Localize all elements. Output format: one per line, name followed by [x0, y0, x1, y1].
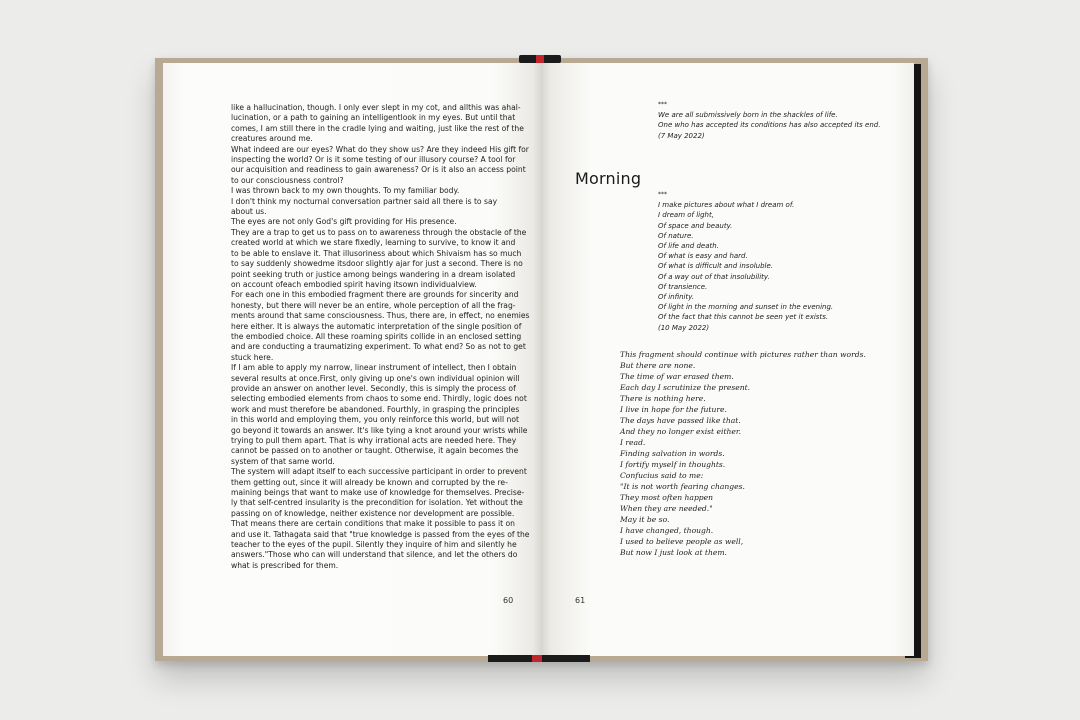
verse-line: We are all submissively born in the shackles of life. [658, 111, 838, 120]
verse-line: One who has accepted its conditions has also accepted its end. [658, 121, 881, 130]
text-line: provide an answer on another level. Secondly, this is simply the process of [231, 383, 516, 393]
text-line: go beyond it towards an answer. It's like tying a knot around your wrists while [231, 425, 528, 435]
text-line: teacher to the eyes of the pupil. Silently they inquire of him and silently he [231, 540, 517, 550]
text-line: created world at which we stare fixedly, learning to survive, to know it and [231, 238, 516, 248]
verse-line: Of light in the morning and sunset in the evening. [658, 303, 834, 312]
text-line: about us. [231, 207, 267, 217]
verse-line: Of the fact that this cannot be seen yet it exists. [658, 313, 829, 322]
text-line: to be able to enslave it. That illusoriness about which Shivaism has so much [231, 248, 522, 258]
text-line: I don't think my nocturnal conversation partner said all there is to say [231, 196, 498, 206]
poem-line: But there are none. [620, 361, 696, 370]
text-line: the embodied choice. All these roaming spirits collide in an enclosed setting [231, 331, 522, 341]
text-line: trying to pull them apart. That is why irrational acts are needed here. They [231, 436, 517, 445]
text-line: here either. It is always the automatic interpretation of the single position of [231, 321, 522, 331]
poem-line: The days have passed like that. [620, 416, 741, 425]
text-line: to say suddenly showedme itsdoor slightly ajar for just a second. There is no [231, 259, 523, 269]
text-line: maining beings that want to make use of knowledge for themselves. Precise- [231, 488, 525, 498]
text-line: cannot be passed on to another or taught. Otherwise, it again becomes the [231, 446, 519, 456]
verse-line: (10 May 2022) [658, 323, 710, 332]
verse-line: Of life and death. [658, 242, 719, 251]
text-line: work and must therefore be abandoned. Fourthly, in grasping the principles [231, 404, 520, 414]
poem-line: I fortify myself in thoughts. [620, 460, 726, 469]
morning-verse [658, 190, 833, 333]
text-line: selecting embodied elements from chaos to some end. Thirdly, logic does not [231, 394, 527, 404]
chapter-title: Morning [575, 169, 642, 188]
poem-line: I read. [620, 438, 646, 447]
text-line: The system will adapt itself to each successive participant in order to prevent [231, 467, 527, 477]
poem-line: Finding salvation in words. [620, 449, 725, 458]
text-line: in this world and employing them, you only reinforce this world, but will not [231, 415, 519, 425]
text-line: what is prescribed for them. [231, 560, 339, 570]
poem-line: Confucius said to me: [620, 471, 704, 480]
headband-top [519, 55, 561, 63]
verse-separator: *** [658, 101, 667, 108]
left-page-body [231, 103, 530, 571]
text-line: ments around that same consciousness. Thus, there are, in effect, no enemies [231, 311, 530, 321]
verse-line: Of space and beauty. [658, 221, 733, 230]
text-line: For each one in this embodied fragment there are grounds for sincerity and [231, 290, 519, 300]
verse-line: (7 May 2022) [658, 131, 705, 140]
verse-line: Of transience. [658, 282, 708, 291]
verse-separator: *** [658, 191, 667, 198]
verse-line: I dream of light, [658, 211, 714, 220]
poem-line: When they are needed." [620, 504, 713, 513]
text-line: them getting out, since it will already be known and corrupted by the re- [231, 477, 508, 487]
text-line: several results at once.First, only giving up one's own individual opinion will [231, 373, 520, 383]
poem-line: I have changed, though. [620, 526, 714, 535]
poem-line: They most often happen [620, 493, 714, 502]
text-line: point seeking truth or justice among beings wandering in a dream isolated [231, 269, 516, 279]
text-line: system of that same world. [231, 456, 335, 466]
text-line: on account ofeach embodied spirit having itsown individualview. [231, 279, 477, 289]
verse-line: Of a way out of that insolubility. [658, 272, 770, 281]
verse-line: Of what is difficult and insoluble. [658, 262, 774, 271]
text-line: lucination, or a path to gaining an intelligentlook in my eyes. But until that [231, 113, 516, 123]
poem-line: And they no longer exist either. [620, 427, 742, 436]
text-line: They are a trap to get us to pass on to awareness through the obstacle of the [231, 227, 527, 237]
poem-line: The time of war erased them. [620, 372, 734, 381]
left-page [163, 63, 541, 656]
text-line: inspecting the world? Or is it some testing of our illusory course? A tool for [231, 155, 516, 165]
verse-line: Of what is easy and hard. [658, 252, 748, 261]
text-line: like a hallucination, though. I only ever slept in my cot, and allthis was ahal- [231, 103, 521, 112]
poem-line: This fragment should continue with pictures rather than words. [620, 350, 866, 359]
text-line: creatures around me. [231, 134, 313, 144]
poem-line: There is nothing here. [620, 394, 706, 403]
text-line: ly that self-centred insularity is the precondition for isolation. Yet without the [231, 498, 523, 508]
top-verse [658, 100, 880, 141]
right-page [541, 63, 914, 656]
text-line: and use it. Tathagata said that "true knowledge is passed from the eyes of the [231, 529, 530, 539]
poem-line: I used to believe people as well, [620, 537, 744, 546]
verse-line: Of nature. [658, 231, 694, 240]
text-line: and are conducting a traumatizing experiment. To what end? So as not to get [231, 342, 526, 352]
text-line: answers."Those who can will understand that silence, and let the others do [231, 550, 518, 560]
text-line: our acquisition and readiness to gain awareness? Or is it also an access point [231, 165, 526, 175]
text-line: comes, I am still there in the cradle lying and waiting, just like the rest of the [231, 123, 524, 133]
poem [620, 349, 866, 558]
poem-line: "It is not worth fearing changes. [620, 482, 745, 491]
text-line: honesty, but there will never be an entire, whole perception of all the frag- [231, 300, 516, 310]
page-number-right: 61 [575, 596, 586, 605]
poem-line: I live in hope for the future. [620, 405, 727, 414]
text-line: The eyes are not only God's gift providing for His presence. [231, 217, 457, 227]
text-line: What indeed are our eyes? What do they show us? Are they indeed His gift for [231, 144, 529, 154]
text-line: stuck here. [231, 352, 274, 362]
poem-line: May it be so. [620, 515, 670, 524]
text-line: to our consciousness control? [231, 175, 344, 185]
text-line: If I am able to apply my narrow, linear instrument of intellect, then I obtain [231, 363, 517, 373]
poem-line: But now I just look at them. [620, 548, 727, 557]
text-line: I was thrown back to my own thoughts. To my familiar body. [231, 186, 460, 196]
page-number-left: 60 [503, 596, 514, 605]
headband-bottom [488, 655, 590, 662]
text-line: That means there are certain conditions that make it possible to pass it on [231, 519, 515, 529]
text-line: passing on of knowledge, neither existence nor development are possible. [231, 508, 515, 518]
verse-line: I make pictures about what I dream of. [658, 201, 795, 210]
poem-line: Each day I scrutinize the present. [620, 383, 751, 392]
verse-line: Of infinity. [658, 293, 695, 302]
